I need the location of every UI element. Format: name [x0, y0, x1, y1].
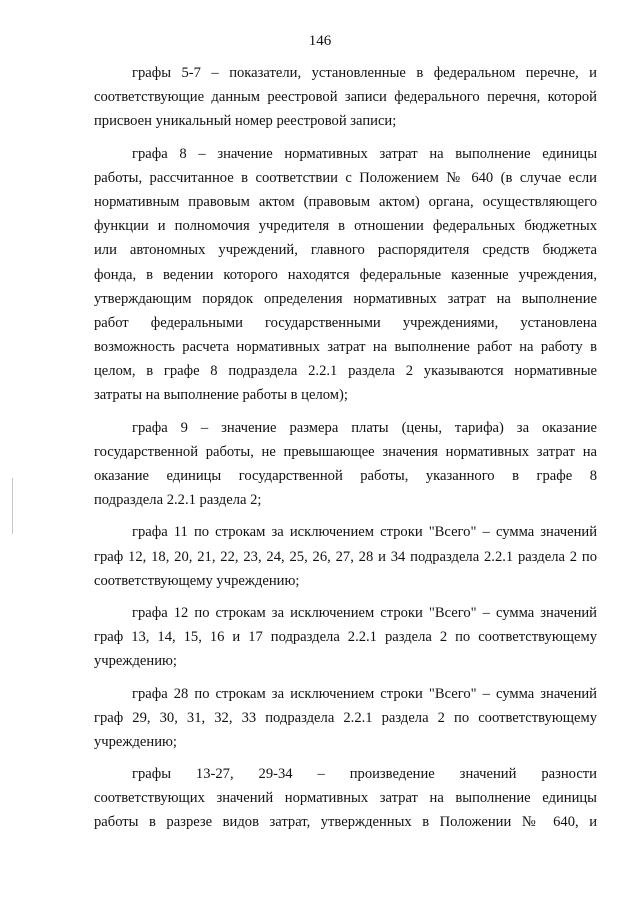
text-line: графы 13-27, 29-34 – произведение значений разности	[132, 766, 597, 783]
document-body	[94, 61, 597, 843]
paragraph-column-11	[94, 520, 597, 593]
text-line: графа 11 по строкам за исключением строки "Всего" – сумма значений	[132, 524, 597, 541]
text-line: подраздела 2.2.1 раздела 2;	[94, 492, 262, 509]
text-line: графа 8 – значение нормативных затрат на выполнение единицы	[132, 145, 597, 162]
text-line: фонда, в ведении которого находятся федеральные казенные учреждения,	[94, 266, 597, 283]
text-line: графы 5-7 – показатели, установленные в федеральном перечне, и	[132, 65, 597, 81]
text-line: оказание единицы государственной работы, указанного в графе 8	[94, 468, 597, 484]
text-line: соответствующих значений нормативных затрат на выполнение единицы	[94, 790, 597, 807]
paragraph-column-12	[94, 601, 597, 674]
text-line: соответствующему учреждению;	[94, 572, 300, 589]
paragraph-column-9	[94, 416, 597, 513]
paragraph-columns-13-27-29-34	[94, 762, 597, 835]
text-line: граф 29, 30, 31, 32, 33 подраздела 2.2.1 раздела 2 по соответствующему	[94, 709, 597, 726]
text-line: граф 12, 18, 20, 21, 22, 23, 24, 25, 26, 27, 28 и 34 подраздела 2.2.1 раздела 2 по	[94, 548, 597, 565]
paragraph-columns-5-7	[94, 61, 597, 134]
text-line: нормативным правовым актом (правовым актом) органа, осуществляющего	[94, 193, 597, 210]
text-line: присвоен уникальный номер реестровой записи;	[94, 113, 397, 130]
text-line: утверждающим порядок определения нормативных затрат на выполнение	[94, 290, 597, 307]
paragraph-column-28	[94, 682, 597, 755]
text-line: или автономных учреждений, главного распорядителя средств бюджета	[94, 242, 597, 259]
text-line: работы в разрезе видов затрат, утвержденных в Положении № 640, и	[94, 814, 597, 831]
text-line: функции и полномочия учредителя в отношении федеральных бюджетных	[94, 218, 597, 235]
text-line: графа 12 по строкам за исключением строки "Всего" – сумма значений	[132, 604, 597, 621]
text-line: затраты на выполнение работы в целом);	[94, 387, 348, 404]
text-line: учреждению;	[94, 733, 177, 750]
page-number: 146	[308, 33, 332, 49]
text-line: работ федеральными государственными учреждениями, установлена	[94, 314, 597, 331]
text-line: возможность расчета нормативных затрат на выполнение работ на работу в	[94, 339, 597, 356]
text-line: графа 28 по строкам за исключением строки "Всего" – сумма значений	[132, 685, 597, 702]
text-line: работы, рассчитанное в соответствии с Положением № 640 (в случае если	[94, 169, 597, 186]
text-line: учреждению;	[94, 653, 177, 670]
paragraph-column-8	[94, 142, 597, 408]
text-line: соответствующие данным реестровой записи федерального перечня, которой	[94, 89, 597, 106]
text-line: государственной работы, не превышающее значения нормативных затрат на	[94, 443, 597, 460]
text-line: граф 13, 14, 15, 16 и 17 подраздела 2.2.1 раздела 2 по соответствующему	[94, 629, 597, 646]
text-line: графа 9 – значение размера платы (цены, тарифа) за оказание	[132, 419, 597, 436]
scan-margin-mark	[12, 478, 13, 534]
text-line: целом, в графе 8 подраздела 2.2.1 раздела 2 указываются нормативные	[94, 363, 597, 380]
